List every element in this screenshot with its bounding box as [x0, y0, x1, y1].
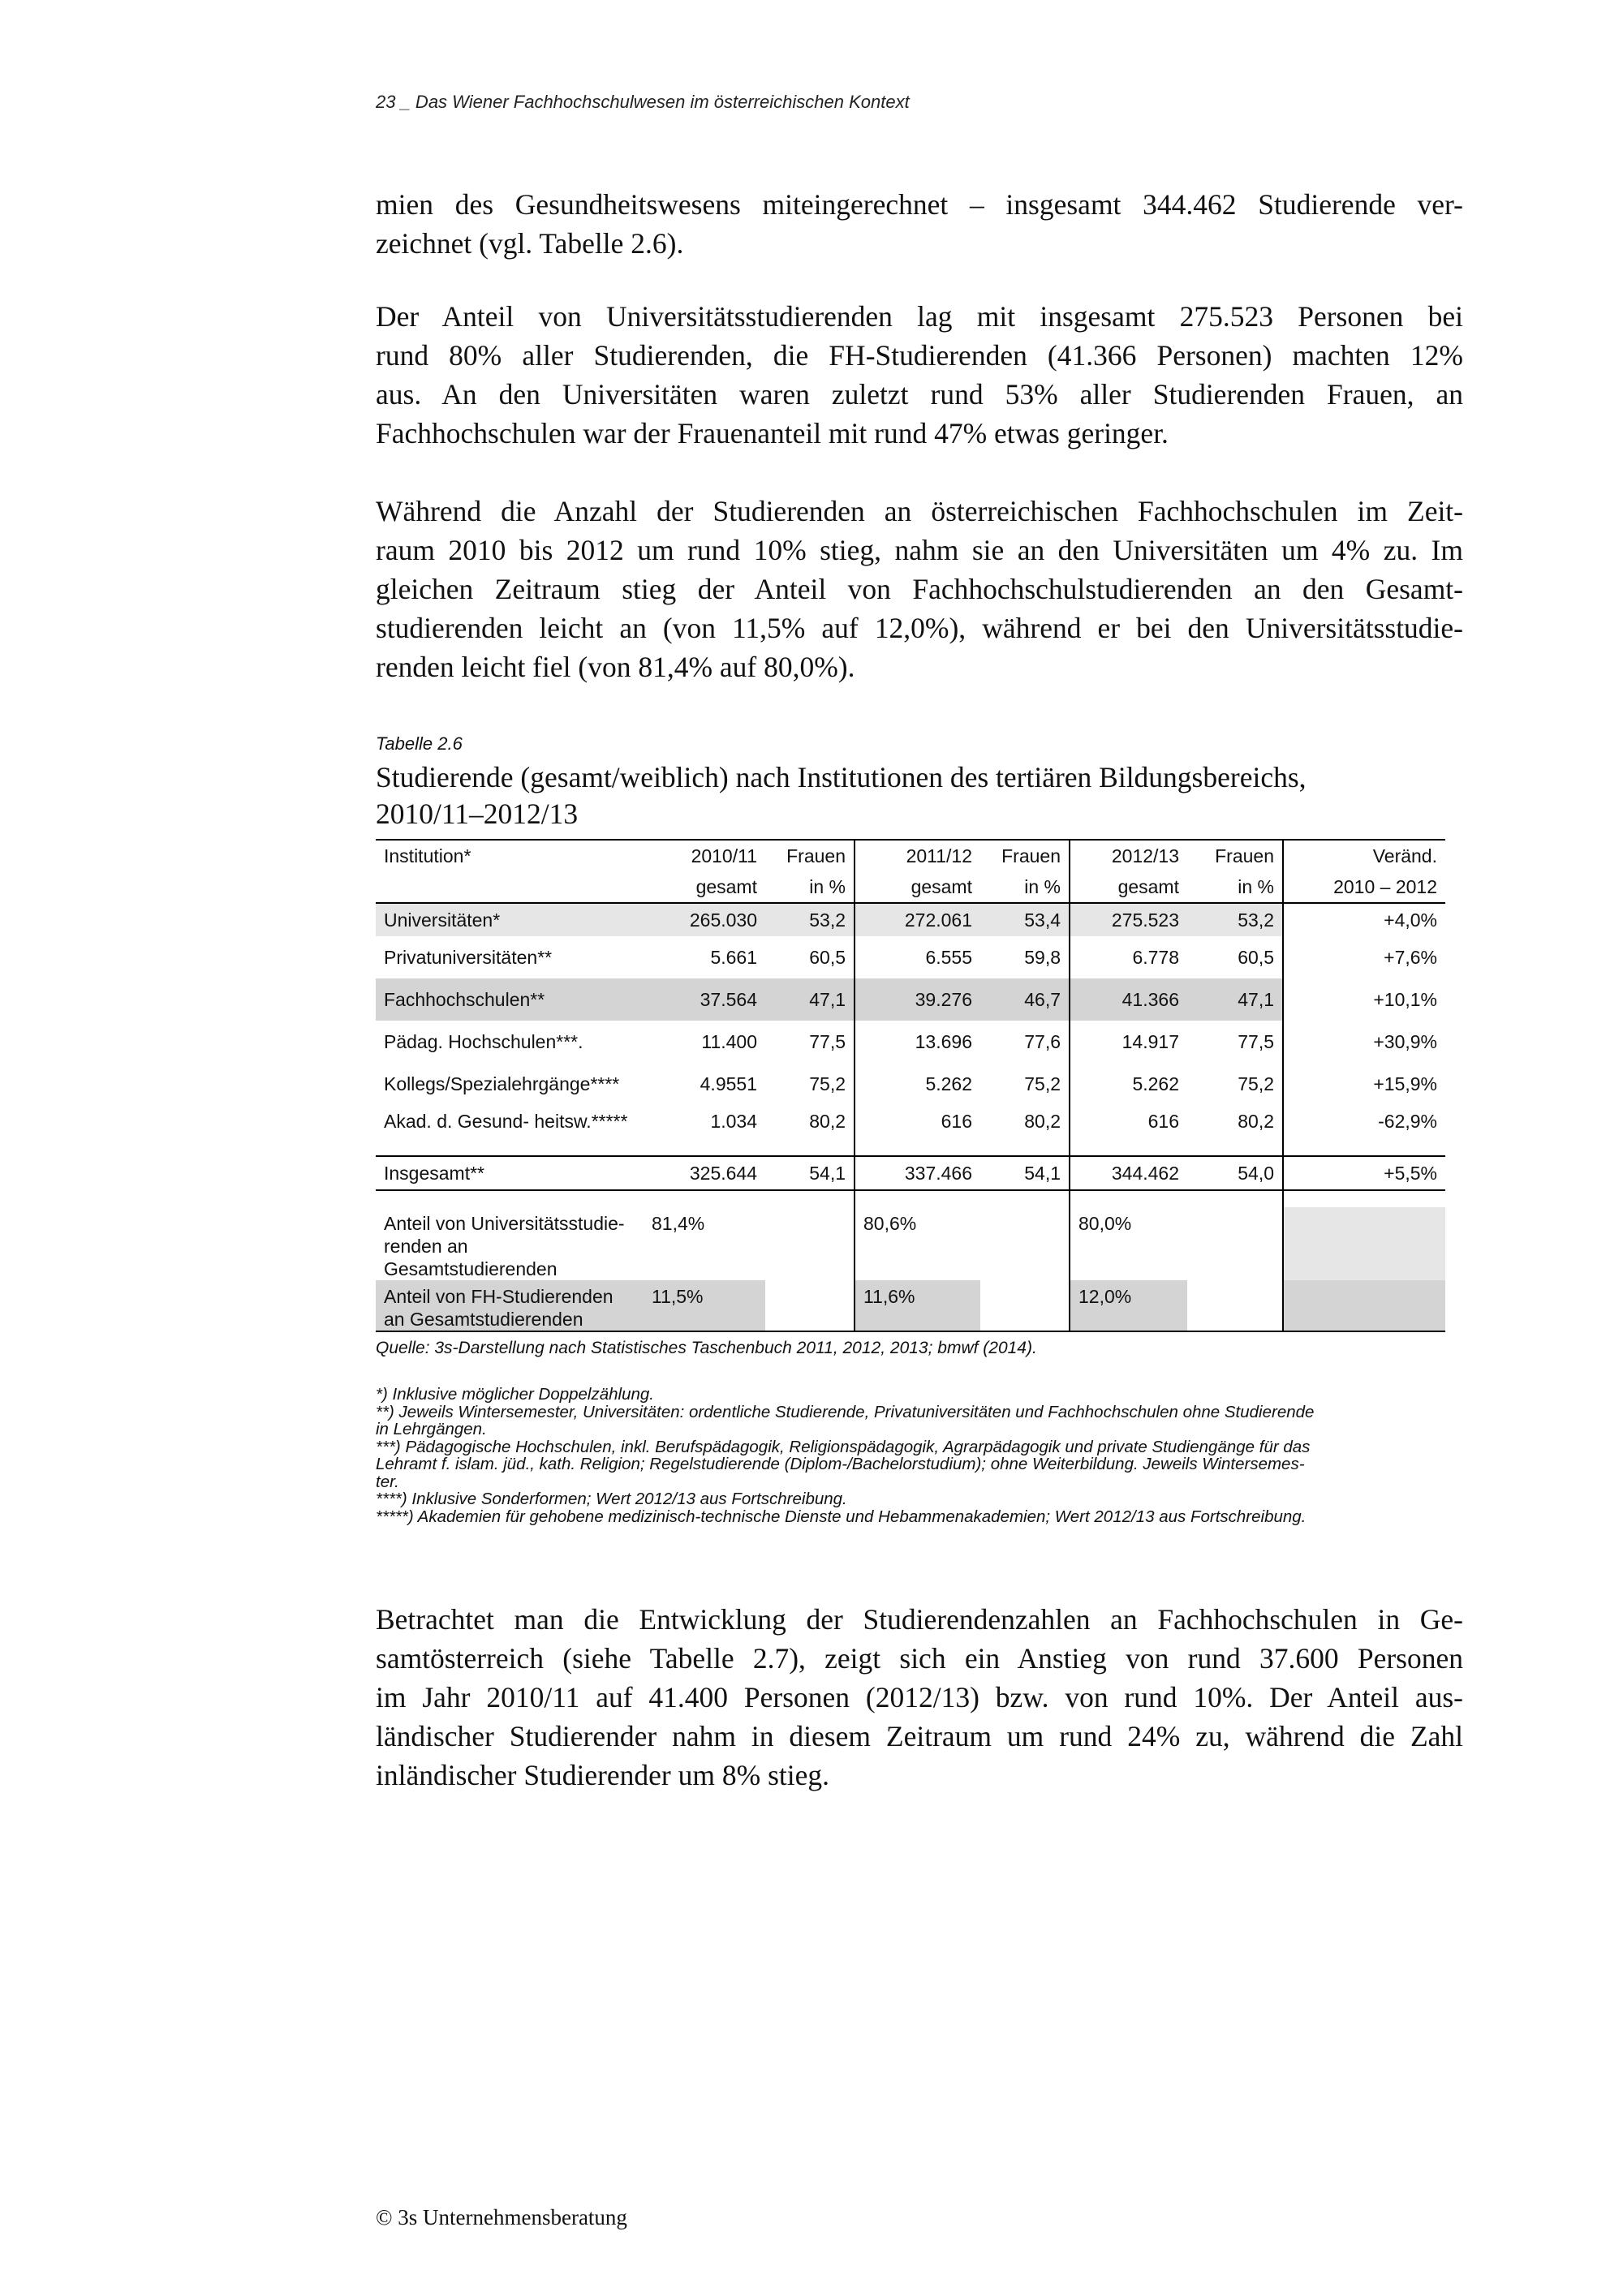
cell: 11.400 [701, 1030, 757, 1052]
cell: 81,4% [652, 1213, 705, 1234]
header-cell: Veränd. [1283, 840, 1445, 871]
text-line: raum 2010 bis 2012 um rund 10% stieg, nahm sie an den Universitäten um 4% zu. Im [376, 534, 1463, 566]
cell [980, 1280, 1070, 1331]
text-line: studierenden leicht an (von 11,5% auf 12,0%), während er bei den Universitätsstudie- [376, 612, 1463, 644]
text-line: Der Anteil von Universitätsstudierenden lag mit insgesamt 275.523 Personen bei [376, 300, 1463, 333]
cell: -62,9% [1283, 1105, 1445, 1156]
cell: 337.466 [855, 1156, 980, 1190]
cell [1187, 1280, 1283, 1331]
cell: +7,6% [1384, 946, 1437, 968]
cell: 12,0% [1070, 1280, 1187, 1331]
cell [765, 1280, 855, 1331]
header-cell: 2011/12 [855, 840, 980, 871]
footnote: Lehramt f. islam. jüd., kath. Religion; Regelstudierende (Diplom-/Bachelorstudium); ohne Weiterbildung. Jeweils Wintersemes- [376, 1455, 1305, 1473]
table-row [376, 903, 1445, 936]
cell: 53,4 [980, 903, 1070, 936]
header-cell: gesamt [644, 871, 765, 903]
page-footer: © 3s Unternehmensberatung [376, 2205, 627, 2229]
row-label: Akad. d. Gesund- heitsw.***** [376, 1105, 644, 1156]
text-line: gleichen Zeitraum stieg der Anteil von Fachhochschulstudierenden an den Gesamt- [376, 573, 1463, 605]
cell: 75,2 [1187, 1063, 1283, 1105]
table-row [376, 978, 1445, 1021]
cell: 80,2 [1187, 1105, 1283, 1156]
row-label: Anteil von FH-Studierenden an Gesamtstudierenden [376, 1280, 644, 1331]
cell: 54,1 [980, 1156, 1070, 1190]
cell: 11,5% [644, 1280, 765, 1331]
cell: 47,1 [1187, 978, 1283, 1021]
table-row [376, 1105, 1445, 1156]
header-cell: gesamt [855, 871, 980, 903]
header-cell [376, 871, 644, 903]
footnote: **) Jeweils Wintersemester, Universitäten: ordentliche Studierende, Privatuniversitäten und Fachhochschulen ohne Studierende [376, 1402, 1315, 1421]
cell: 80,6% [863, 1213, 917, 1234]
cell: 41.366 [1070, 978, 1187, 1021]
cell [765, 1207, 855, 1280]
cell: +10,1% [1373, 988, 1437, 1010]
table-title-line: 2010/11–2012/13 [376, 798, 579, 830]
row-label: Pädag. Hochschulen***. [384, 1030, 583, 1052]
cell: 11,6% [855, 1280, 980, 1331]
text-line: im Jahr 2010/11 auf 41.400 Personen (2012/13) bzw. von rund 10%. Der Anteil aus- [376, 1681, 1463, 1713]
cell: 75,2 [980, 1063, 1070, 1105]
text-line: ländischer Studierender nahm in diesem Zeitraum um rund 24% zu, während die Zahl [376, 1720, 1463, 1752]
table-footnotes [376, 1386, 1463, 1525]
table-row [376, 936, 1445, 978]
table-total-row [376, 1156, 1445, 1190]
table-row [376, 1021, 1445, 1063]
students-table [376, 839, 1445, 1332]
table-title-line: Studierende (gesamt/weiblich) nach Institutionen des tertiären Bildungsbereichs, [376, 761, 1307, 793]
cell: +30,9% [1373, 1030, 1437, 1052]
cell: 77,5 [765, 1021, 855, 1063]
table-share-row [376, 1207, 1445, 1280]
cell: 14.917 [1121, 1030, 1179, 1052]
cell: 616 [855, 1105, 980, 1156]
table-header-row [376, 871, 1445, 903]
cell: 80,0% [1078, 1213, 1132, 1234]
header-cell: in % [765, 871, 855, 903]
cell: 46,7 [980, 978, 1070, 1021]
footnote: *) Inklusive möglicher Doppelzählung. [376, 1385, 654, 1404]
table-header-row [376, 840, 1445, 871]
footnote: ****) Inklusive Sonderformen; Wert 2012/13 aus Fortschreibung. [376, 1490, 847, 1508]
cell: 6.555 [925, 946, 972, 968]
cell: 39.276 [855, 978, 980, 1021]
header-cell: in % [980, 871, 1070, 903]
cell: 53,2 [765, 903, 855, 936]
text-line: rund 80% aller Studierenden, die FH-Studierenden (41.366 Personen) machten 12% [376, 339, 1463, 372]
row-label: Anteil von Universitätsstudie- renden an Gesamtstudierenden [384, 1213, 625, 1279]
table-label: Tabelle 2.6 [376, 733, 463, 754]
row-label: Fachhochschulen** [376, 978, 644, 1021]
paragraph-2 [376, 297, 1463, 453]
cell: 59,8 [980, 936, 1070, 978]
header-cell: 2012/13 [1070, 840, 1187, 871]
cell: 80,2 [980, 1105, 1070, 1156]
cell: +15,9% [1373, 1073, 1437, 1094]
cell: 60,5 [1187, 936, 1283, 978]
text-line: Betrachtet man die Entwicklung der Studierendenzahlen an Fachhochschulen in Ge- [376, 1603, 1463, 1636]
text-line: mien des Gesundheitswesens miteingerechnet – insgesamt 344.462 Studierende ver- [376, 188, 1463, 221]
header-cell: 2010/11 [644, 840, 765, 871]
paragraph-1 [376, 185, 1463, 263]
footnote: *****) Akademien für gehobene medizinisch-technische Dienste und Hebammenakademien; Wert 2012/13 aus Fortschreibung. [376, 1507, 1307, 1526]
cell [1283, 1280, 1445, 1331]
cell: 54,1 [765, 1156, 855, 1190]
text-line: Fachhochschulen war der Frauenanteil mit rund 47% etwas geringer. [376, 417, 1169, 449]
footnote: ***) Pädagogische Hochschulen, inkl. Berufspädagogik, Religionspädagogik, Agrarpädagogik und private Studiengänge für das [376, 1437, 1311, 1456]
cell: +5,5% [1283, 1156, 1445, 1190]
cell: +4,0% [1384, 909, 1437, 931]
cell: 275.523 [1070, 903, 1187, 936]
header-cell: Frauen [980, 840, 1070, 871]
cell: 47,1 [765, 978, 855, 1021]
table-row [376, 1063, 1445, 1105]
table-source: Quelle: 3s-Darstellung nach Statistisches Taschenbuch 2011, 2012, 2013; bmwf (2014). [376, 1339, 1037, 1357]
cell: 77,6 [980, 1021, 1070, 1063]
header-cell: Frauen [765, 840, 855, 871]
cell: 272.061 [855, 903, 980, 936]
text-line: aus. An den Universitäten waren zuletzt rund 53% aller Studierenden Frauen, an [376, 378, 1463, 411]
cell: 325.644 [644, 1156, 765, 1190]
table-title [376, 759, 1463, 832]
cell: 54,0 [1187, 1156, 1283, 1190]
cell: 5.262 [1132, 1073, 1179, 1094]
cell: 77,5 [1187, 1021, 1283, 1063]
cell [1187, 1207, 1283, 1280]
cell: 4.9551 [700, 1073, 757, 1094]
text-line: renden leicht fiel (von 81,4% auf 80,0%). [376, 651, 855, 683]
cell: 616 [1070, 1105, 1187, 1156]
cell: 1.034 [644, 1105, 765, 1156]
cell: 5.661 [710, 946, 757, 968]
row-label: Insgesamt** [376, 1156, 644, 1190]
text-line: zeichnet (vgl. Tabelle 2.6). [376, 227, 684, 260]
header-cell: Institution* [376, 840, 644, 871]
text-line: inländischer Studierender um 8% stieg. [376, 1759, 829, 1791]
footnote: in Lehrgängen. [376, 1420, 487, 1438]
row-label: Kollegs/Spezialehrgänge**** [384, 1073, 620, 1094]
paragraph-3 [376, 492, 1463, 686]
cell [1283, 1207, 1445, 1280]
text-line: Während die Anzahl der Studierenden an österreichischen Fachhochschulen im Zeit- [376, 495, 1463, 527]
row-label: Universitäten* [376, 903, 644, 936]
footnote: ter. [376, 1472, 399, 1491]
cell: 13.696 [915, 1030, 972, 1052]
header-cell: in % [1187, 871, 1283, 903]
cell: 5.262 [925, 1073, 972, 1094]
cell: 6.778 [1132, 946, 1179, 968]
table-share-row [376, 1280, 1445, 1331]
header-cell: 2010 – 2012 [1283, 871, 1445, 903]
cell: 344.462 [1070, 1156, 1187, 1190]
header-cell: Frauen [1187, 840, 1283, 871]
row-label: Privatuniversitäten** [384, 946, 553, 968]
cell: 75,2 [765, 1063, 855, 1105]
cell: 60,5 [765, 936, 855, 978]
cell: 37.564 [644, 978, 765, 1021]
cell: 53,2 [1187, 903, 1283, 936]
cell [980, 1207, 1070, 1280]
cell: 80,2 [765, 1105, 855, 1156]
paragraph-4 [376, 1600, 1463, 1795]
running-header: 23 _ Das Wiener Fachhochschulwesen im österreichischen Kontext [376, 92, 910, 112]
table-spacer [376, 1190, 1445, 1207]
header-cell: gesamt [1070, 871, 1187, 903]
cell: 265.030 [644, 903, 765, 936]
text-line: samtösterreich (siehe Tabelle 2.7), zeigt sich ein Anstieg von rund 37.600 Personen [376, 1642, 1463, 1675]
